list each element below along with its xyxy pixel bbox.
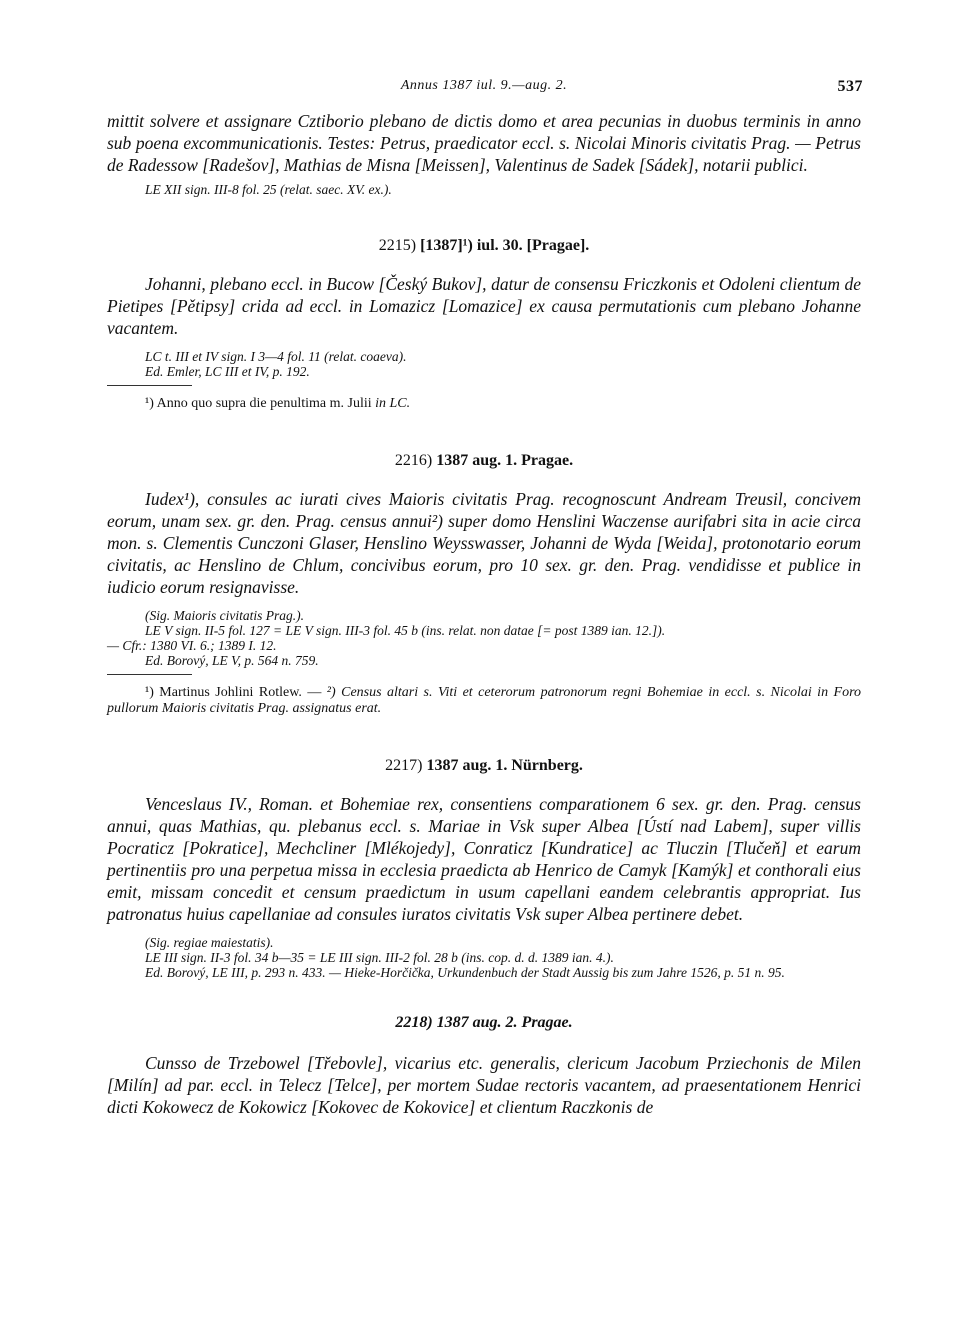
entry-number: 2216) xyxy=(394,452,433,469)
edition-line: Ed. Borový, LE V, p. 564 n. 759. xyxy=(145,653,319,668)
entry-number: 2217) xyxy=(385,757,423,774)
intro-section xyxy=(107,110,861,197)
footnote xyxy=(145,396,861,412)
entry-sources xyxy=(145,935,861,980)
entry-sources xyxy=(107,608,861,668)
source-line: LE V sign. II-5 fol. 127 = LE V sign. III-3 fol. 45 b (ins. relat. non datae [= post 1389 ian. 12.]). xyxy=(145,623,666,638)
footnote-ref: in LC. xyxy=(375,396,411,411)
running-title: Annus 1387 iul. 9.—aug. 2. xyxy=(400,78,568,93)
entry-text: Venceslaus IV., Roman. et Bohemiae rex, consentiens comparationem 6 sex. gr. den. Prag. census annui, quas Mathias, qu. plebanus eccl. s. Mariae in Vsk super Albea [Ústí nad Labem], super villis Pocraticz [Pokratice], Mechcliner [Mlékojedy], Conraticz [Kundratice] ac Tluczin [Tlučeň] et earum pertinentiis pro una perpetua missa in ecclesia praedicta ab Henrico de Camyk [Kamýk] et conthorali eius emit, missam concedit et censum praedictum in usum capellani eandem celebrantis appropriat. Ius patronatus huius capellaniae ad consules iuratos civitatis Vsk super Albea pertinere debet. xyxy=(107,794,861,924)
entry-date: 2218) 1387 aug. 2. Pragae. xyxy=(395,1014,573,1031)
source-line: LC t. III et IV sign. I 3—4 fol. 11 (relat. coaeva). xyxy=(145,349,407,364)
footnote-rule xyxy=(107,674,192,675)
entry-date: [1387]¹) iul. 30. [Pragae]. xyxy=(420,237,590,254)
footnote-text: ¹) Anno quo supra die penultima m. Julii xyxy=(145,396,372,411)
entry-text: Cunsso de Trzebowel [Třebovle], vicarius etc. generalis, clericum Jacobum Prziechonis de Milen [Milín] ad par. eccl. in Telecz [Telce], per mortem Sudae rectoris vacantem, ad praesentationem Henrici dicti Kokowecz de Kokowicz [Kokovec de Kokovice] et clientum Raczkonis de xyxy=(107,1053,861,1117)
entry-number: 2215) xyxy=(378,237,417,254)
seal-line: (Sig. Maioris civitatis Prag.). xyxy=(145,608,304,623)
entry-heading xyxy=(107,237,861,255)
entry-heading xyxy=(107,452,861,470)
intro-text: mittit solvere et assignare Cztiborio plebano de dictis domo et area pecunias in duobus terminis in anno sub poena excommunicationis. Testes: Petrus, praedicator eccl. s. Nicolai Minoris civitatis Prag. — Petrus de Radessow [Radešov], Mathias de Misna [Meissen], Valentinus de Sadek [Sádek], notarii publici. xyxy=(107,111,861,175)
source-line: LE III sign. II-3 fol. 34 b—35 = LE III sign. III-2 fol. 28 b (ins. cop. d. d. 1389 ian. 4.). xyxy=(145,950,614,965)
document-page xyxy=(107,78,861,1118)
entry-2217 xyxy=(107,757,861,980)
entry-2216 xyxy=(107,452,861,717)
entry-sources xyxy=(145,349,861,379)
footnote-rule xyxy=(107,385,192,386)
edition-line: Ed. Emler, LC III et IV, p. 192. xyxy=(145,364,310,379)
entry-heading xyxy=(107,757,861,775)
footnote-2: ²) Census altari s. Viti et ceterorum patronorum regni Bohemiae in eccl. s. Nicolai in Foro pullorum Maioris civitatis Prag. assignatus erat. xyxy=(107,685,862,716)
entry-date: 1387 aug. 1. Nürnberg. xyxy=(426,757,583,774)
entry-text: Johanni, plebano eccl. in Bucow [Český Bukov], datur de consensu Friczkonis et Odoleni clientum de Pietipes [Pětipsy] crida ad eccl. in Lomazicz [Lomazice] ex causa permutationis cum plebano Johanne vacantem. xyxy=(107,274,861,338)
page-number: 537 xyxy=(837,78,863,95)
intro-source: LE XII sign. III-8 fol. 25 (relat. saec. XV. ex.). xyxy=(145,182,392,197)
seal-line: (Sig. regiae maiestatis). xyxy=(145,935,274,950)
entry-text: Iudex¹), consules ac iurati cives Maioris civitatis Prag. recognoscunt Andream Treusil, concivem eorum, unam sex. gr. den. Prag. census annui²) super domo Henslini Waczense aurifabri sita in acie circa mon. s. Clementis Cunczoni Glaser, Henslino Weysswasser, Johanni de Wyda [Weida], protonotario eorum civitatis, ac Henslino de Chlum, concivibus eorum, pro 10 sex. gr. den. Prag. vendidisse et publice in iudicio eorum resignavisse. xyxy=(107,489,861,597)
entry-2218 xyxy=(107,1014,861,1118)
entry-2215 xyxy=(107,237,861,412)
footnote xyxy=(107,685,861,717)
entry-heading xyxy=(107,1014,861,1032)
edition-line: Ed. Borový, LE III, p. 293 n. 433. — Hieke-Horčička, Urkundenbuch der Stadt Aussig bis zum Jahre 1526, p. 51 n. 95. xyxy=(145,965,785,980)
cfr-line: — Cfr.: 1380 VI. 6.; 1389 I. 12. xyxy=(107,638,277,653)
running-header xyxy=(107,78,861,102)
entry-date: 1387 aug. 1. Pragae. xyxy=(436,452,574,469)
footnote-1: ¹) Martinus Johlini Rotlew. — xyxy=(145,685,322,700)
